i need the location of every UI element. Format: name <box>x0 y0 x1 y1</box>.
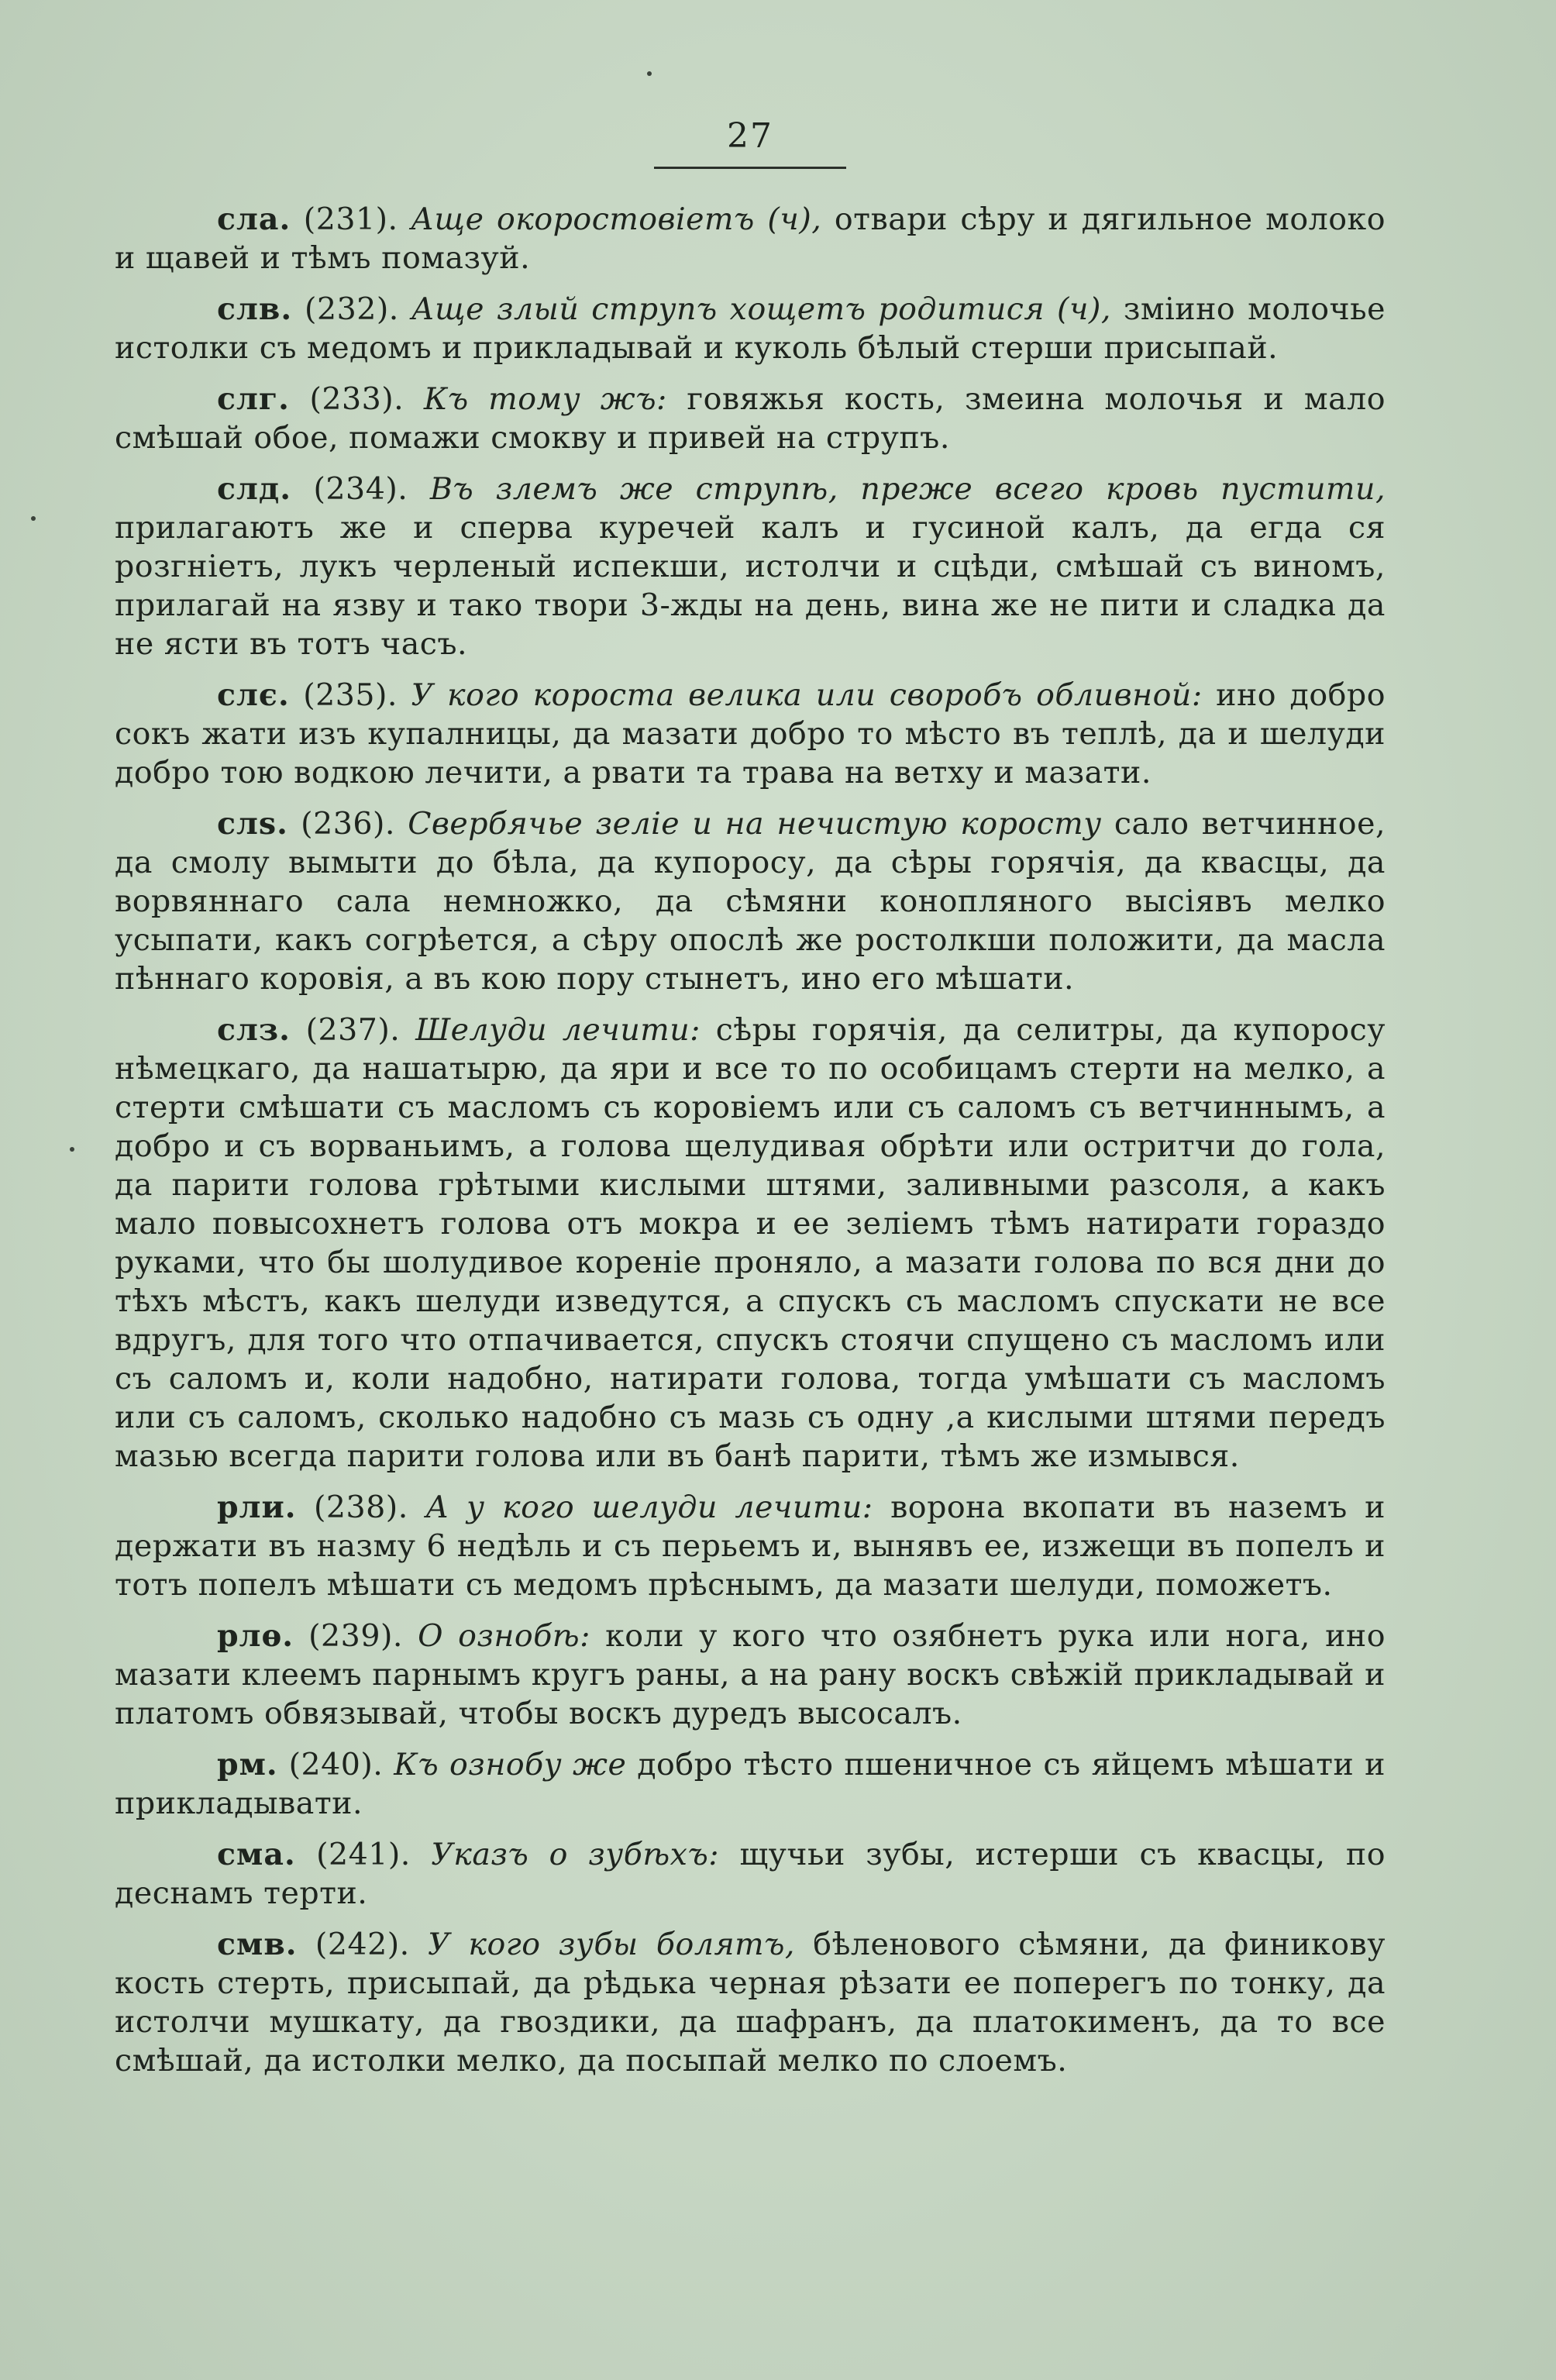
entry-234 <box>115 470 1386 663</box>
entry-ref: (231). <box>303 201 398 237</box>
entry-ref: (242). <box>315 1927 410 1962</box>
entry-235 <box>115 676 1386 792</box>
entry-ref: (235). <box>303 677 398 713</box>
entry-title: Аще злый струпъ хощетъ родитися (ч), <box>411 291 1111 327</box>
entry-title: Къ тому жъ: <box>423 381 667 417</box>
entry-title: Указъ о зубѣхъ: <box>431 1837 720 1872</box>
entry-body: коли у кого что озябнетъ рука или нога, ино мазати клеемъ парнымъ кругъ раны, а на рану воскъ свѣжій прикладывай и платомъ обвязывай, чтобы воскъ дуредъ высосалъ. <box>115 1618 1386 1731</box>
entry-slavonic-number: рм. <box>217 1747 278 1782</box>
entries-list <box>115 200 1386 2080</box>
entry-231 <box>115 200 1386 277</box>
entry-body: прилагаютъ же и сперва куречей калъ и гусиной калъ, да егда ся розгніетъ, лукъ черленый испекши, истолчи и сцѣди, смѣшай съ виномъ, прилагай на язву и тако твори 3-жды на день, вина же не пити и сладка да не ясти въ тотъ часъ. <box>115 510 1386 662</box>
entry-237 <box>115 1011 1386 1476</box>
entry-233 <box>115 380 1386 457</box>
entry-body: говяжья кость, змеина молочья и мало смѣшай обое, помажи смокву и привей на струпъ. <box>115 381 1386 456</box>
entry-body: добро тѣсто пшеничное съ яйцемъ мѣшати и прикладывати. <box>115 1747 1386 1821</box>
entry-title: Аще окоростовіетъ (ч), <box>411 201 822 237</box>
entry-title: Шелуди лечити: <box>415 1012 701 1048</box>
page-number: 27 <box>727 116 773 156</box>
entry-ref: (236). <box>301 806 395 842</box>
entry-title: Въ злемъ же струпѣ, преже всего кровь пустити, <box>429 471 1386 507</box>
entry-body: отвари сѣру и дягильное молоко и щавей и тѣмъ помазуй. <box>115 201 1386 276</box>
entry-body: ворона вкопати въ наземъ и держати въ назму 6 недѣль и съ перьемъ и, вынявъ ее, изжещи въ попелъ и тотъ попелъ мѣшати съ медомъ прѣснымъ, да мазати шелуди, поможетъ. <box>115 1490 1386 1603</box>
entry-body: сѣры горячія, да селитры, да купоросу нѣмецкаго, да нашатырю, да яри и все то по особицамъ стерти на мелко, а стерти смѣшати съ масломъ съ коровіемъ или съ саломъ съ ветчиннымъ, а добро и съ ворваньимъ, а голова щелудивая обрѣти или остритчи до гола, да парити голова грѣтыми кислыми штями, заливными разсоля, а какъ мало повысохнетъ голова отъ мокра и ее зеліемъ тѣмъ натирати гораздо руками, что бы шолудивое кореніе проняло, а мазати голова по вся дни до тѣхъ мѣстъ, какъ шелуди изведутся, а спускъ съ масломъ спускати не все вдругъ, для того что отпачивается, спускъ стоячи спущено съ масломъ или съ саломъ и, коли надобно, натирати голова, тогда умѣшати съ масломъ или съ саломъ, сколько надобно съ мазь съ одну ,а кислыми штями передъ мазью всегда парити голова или въ банѣ парити, тѣмъ же измывся. <box>115 1012 1386 1474</box>
entry-ref: (238). <box>314 1490 408 1525</box>
entry-body: щучьи зубы, истерши съ квасцы, по деснамъ терти. <box>115 1837 1386 1911</box>
entry-body: зміино молочье истолки съ медомъ и прикладывай и куколь бѣлый стерши присыпай. <box>115 291 1386 366</box>
entry-title: О ознобѣ: <box>418 1618 590 1654</box>
entry-ref: (241). <box>316 1837 411 1872</box>
entry-ref: (237). <box>305 1012 401 1048</box>
entry-ref: (234). <box>313 471 408 507</box>
speck-top <box>647 71 652 76</box>
entry-slavonic-number: сма. <box>217 1837 296 1872</box>
entry-slavonic-number: сла. <box>217 201 291 237</box>
entry-body: ино добро сокъ жати изъ купалницы, да мазати добро то мѣсто въ теплѣ, да и шелуди добро тою водкою лечити, а рвати та трава на ветху и мазати. <box>115 677 1386 790</box>
header-rule <box>654 167 846 169</box>
entry-ref: (239). <box>308 1618 403 1654</box>
entry-ref: (232). <box>305 291 399 327</box>
entry-240 <box>115 1745 1386 1823</box>
speck-left-1 <box>31 516 36 521</box>
book-page <box>115 116 1386 2092</box>
entry-ref: (233). <box>309 381 404 417</box>
entry-title: У кого зубы болятъ, <box>428 1927 795 1962</box>
entry-ref: (240). <box>288 1747 384 1782</box>
entry-slavonic-number: слд. <box>217 471 291 507</box>
entry-title: У кого короста велика или своробъ обливной: <box>411 677 1203 713</box>
entry-242 <box>115 1925 1386 2080</box>
entry-241 <box>115 1835 1386 1913</box>
entry-slavonic-number: слв. <box>217 291 293 327</box>
entry-236 <box>115 804 1386 998</box>
entry-slavonic-number: рлѳ. <box>217 1618 294 1654</box>
entry-body: сало ветчинное, да смолу вымыти до бѣла, да купоросу, да сѣры горячія, да квасцы, да ворвяннаго сала немножко, да сѣмяни конопляного высіявъ мелко усыпати, какъ согрѣется, а сѣру опослѣ же ростолкши положити, да масла пѣннаго коровія, а въ кою пору стынетъ, ино его мѣшати. <box>115 806 1386 997</box>
entry-slavonic-number: смв. <box>217 1927 298 1962</box>
entry-title: Къ ознобу же <box>394 1747 627 1782</box>
entry-body: бѣленового сѣмяни, да финикову кость стерть, присыпай, да рѣдька черная рѣзати ее поперегъ по тонку, да истолчи мушкату, да гвоздики, да шафранъ, да платокименъ, да то все смѣшай, да истолки мелко, да посыпай мелко по слоемъ. <box>115 1927 1386 2079</box>
speck-left-2 <box>70 1147 74 1152</box>
entry-slavonic-number: слє. <box>217 677 290 713</box>
entry-239 <box>115 1617 1386 1733</box>
entry-title: Свербячье зеліе и на нечистую коросту <box>408 806 1102 842</box>
entry-232 <box>115 290 1386 367</box>
entry-238 <box>115 1488 1386 1604</box>
entry-slavonic-number: слз. <box>217 1012 291 1048</box>
entry-title: А у кого шелуди лечити: <box>425 1490 873 1525</box>
entry-slavonic-number: слг. <box>217 381 290 417</box>
entry-slavonic-number: рли. <box>217 1490 297 1525</box>
entry-slavonic-number: слѕ. <box>217 806 288 842</box>
